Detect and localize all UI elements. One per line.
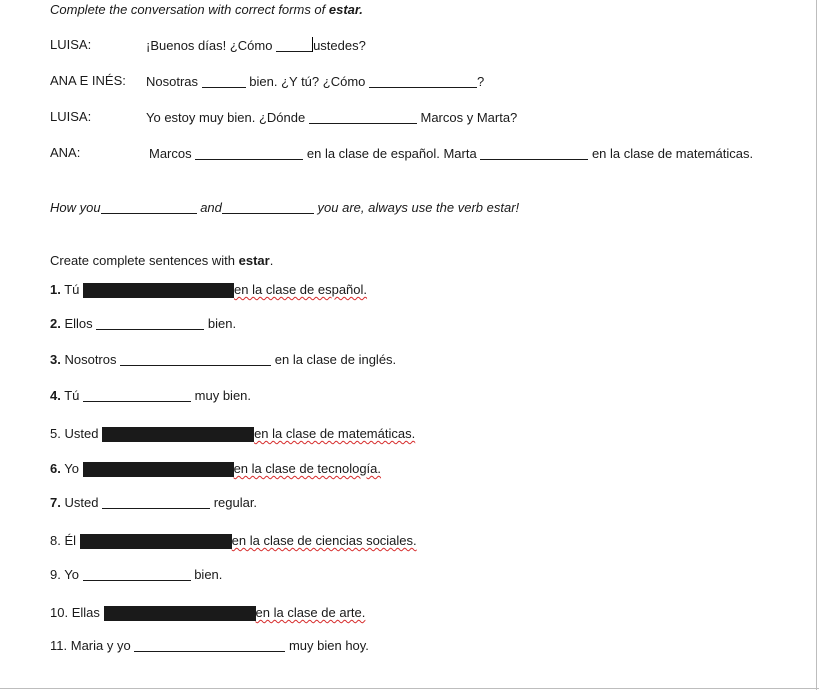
answer-blank[interactable] <box>309 111 417 124</box>
speaker-luisa-2: LUISA: <box>50 109 92 124</box>
sentence-3: 3. Nosotros en la clase de inglés. <box>50 352 397 367</box>
dialogue-line-2: Nosotras bien. ¿Y tú? ¿Cómo ? <box>146 74 485 89</box>
sentence-7: 7. Usted regular. <box>50 495 258 510</box>
answer-blank[interactable] <box>134 639 285 652</box>
answer-blank[interactable] <box>83 283 234 298</box>
answer-blank[interactable] <box>102 496 210 509</box>
sentence-2: 2. Ellos bien. <box>50 316 237 331</box>
sentence-1: 1. Tú en la clase de español. <box>50 282 368 297</box>
answer-blank[interactable] <box>83 389 191 402</box>
sentence-8: 8. Él en la clase de ciencias sociales. <box>50 533 417 548</box>
answer-blank[interactable] <box>83 568 191 581</box>
answer-blank[interactable] <box>96 317 204 330</box>
answer-blank[interactable] <box>104 606 256 621</box>
answer-blank[interactable] <box>369 75 477 88</box>
speaker-ana-ines: ANA E INÉS: <box>50 73 126 88</box>
answer-blank[interactable] <box>120 353 271 366</box>
sentence-5: 5. Usted en la clase de matemáticas. <box>50 426 416 441</box>
sentence-10: 10. Ellas en la clase de arte. <box>50 605 366 620</box>
speaker-ana: ANA: <box>50 145 81 160</box>
answer-blank[interactable] <box>102 427 254 442</box>
tip-line: How you and you are, always use the verb estar! <box>50 200 520 215</box>
sentence-4: 4. Tú muy bien. <box>50 388 252 403</box>
dialogue-line-4: Marcos en la clase de español. Marta en la clase de matemáticas. <box>149 146 754 161</box>
answer-blank[interactable] <box>195 147 303 160</box>
speaker-luisa-1: LUISA: <box>50 37 92 52</box>
dialogue-line-3: Yo estoy muy bien. ¿Dónde Marcos y Marta? <box>146 110 518 125</box>
sentence-9: 9. Yo bien. <box>50 567 223 582</box>
instructions-conversation: Complete the conversation with correct forms of estar. <box>50 2 363 17</box>
dialogue-line-1: ¡Buenos días! ¿Cómo ustedes? <box>146 38 366 53</box>
answer-blank[interactable] <box>101 201 197 214</box>
answer-blank[interactable] <box>80 534 232 549</box>
answer-blank[interactable] <box>222 201 314 214</box>
answer-blank[interactable] <box>276 39 312 52</box>
sentence-11: 11. Maria y yo muy bien hoy. <box>50 638 369 653</box>
page-edge-bottom <box>0 688 819 689</box>
answer-blank[interactable] <box>83 462 234 477</box>
answer-blank[interactable] <box>480 147 588 160</box>
answer-blank[interactable] <box>202 75 246 88</box>
page-edge <box>816 0 817 690</box>
instructions-sentences: Create complete sentences with estar. <box>50 253 274 268</box>
sentence-6: 6. Yo en la clase de tecnología. <box>50 461 382 476</box>
